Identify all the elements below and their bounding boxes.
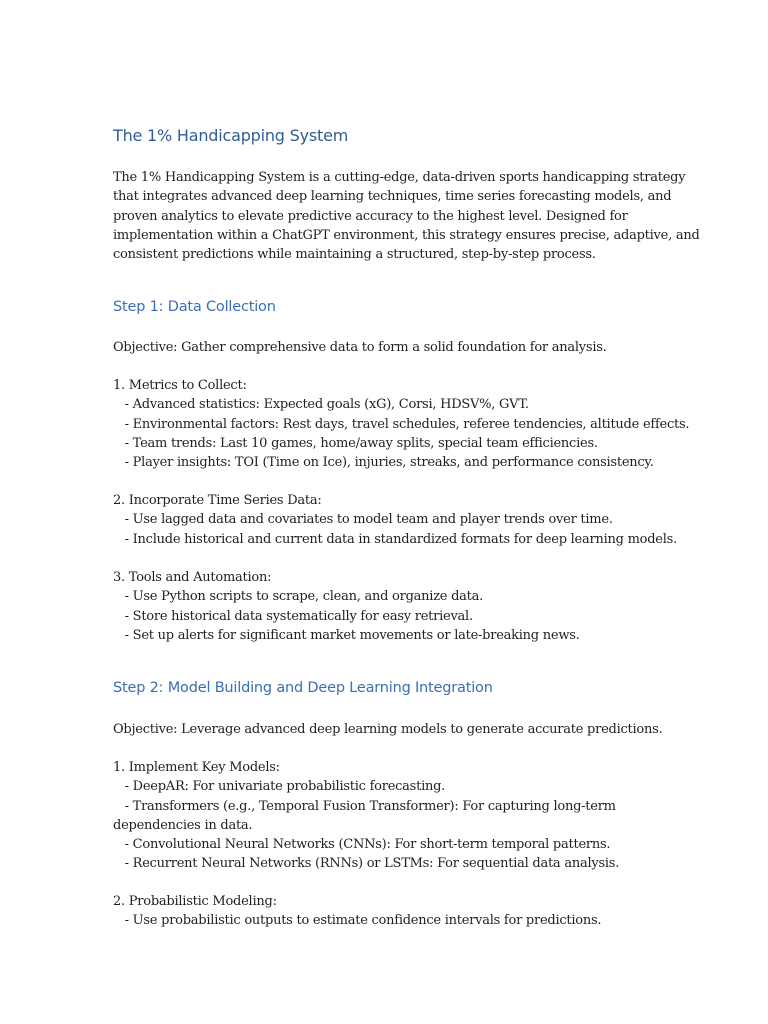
step2-probabilistic-list: 2. Probabilistic Modeling: - Use probabilistic outputs to estimate confidence intervals for predictions. <box>113 894 602 929</box>
intro-paragraph: The 1% Handicapping System is a cutting-edge, data-driven sports handicapping strategy that integrates advanced deep learning techniques, time series forecasting models, and proven analytics to elevate predictive accuracy to the highest level. Designed for implementation within a ChatGPT environment, this strategy ensures precise, adaptive, and consistent predictions while maintaining a structured, step-by-step process. <box>113 170 700 263</box>
step1-metrics-list: 1. Metrics to Collect: - Advanced statistics: Expected goals (xG), Corsi, HDSV%, GVT. - Environmental factors: Rest days, travel schedules, referee tendencies, altitude effects. - Team trends: Last 10 games, home/away splits, special team efficiencies. - Player insights: TOI (Time on Ice), injuries, streaks, and performance consistency. <box>113 378 690 471</box>
step2-heading: Step 2: Model Building and Deep Learning Integration <box>113 680 493 696</box>
step1-heading: Step 1: Data Collection <box>113 299 276 315</box>
document-title: The 1% Handicapping System <box>113 126 349 145</box>
step1-time-series-list: 2. Incorporate Time Series Data: - Use lagged data and covariates to model team and player trends over time. - Include historical and current data in standardized formats for deep learning models. <box>113 493 677 547</box>
step1-tools-list: 3. Tools and Automation: - Use Python scripts to scrape, clean, and organize data. - Store historical data systematically for easy retrieval. - Set up alerts for significant market movements or late-breaking news. <box>113 570 580 643</box>
step1-objective: Objective: Gather comprehensive data to form a solid foundation for analysis. <box>113 340 607 355</box>
step2-objective: Objective: Leverage advanced deep learning models to generate accurate predictions. <box>113 722 663 737</box>
step2-models-list: 1. Implement Key Models: - DeepAR: For univariate probabilistic forecasting. - Transformers (e.g., Temporal Fusion Transformer): For capturing long-term dependencies in data. - Convolutional Neural Networks (CNNs): For short-term temporal patterns. - Recurrent Neural Networks (RNNs) or LSTMs: For sequential data analysis. <box>113 760 620 872</box>
